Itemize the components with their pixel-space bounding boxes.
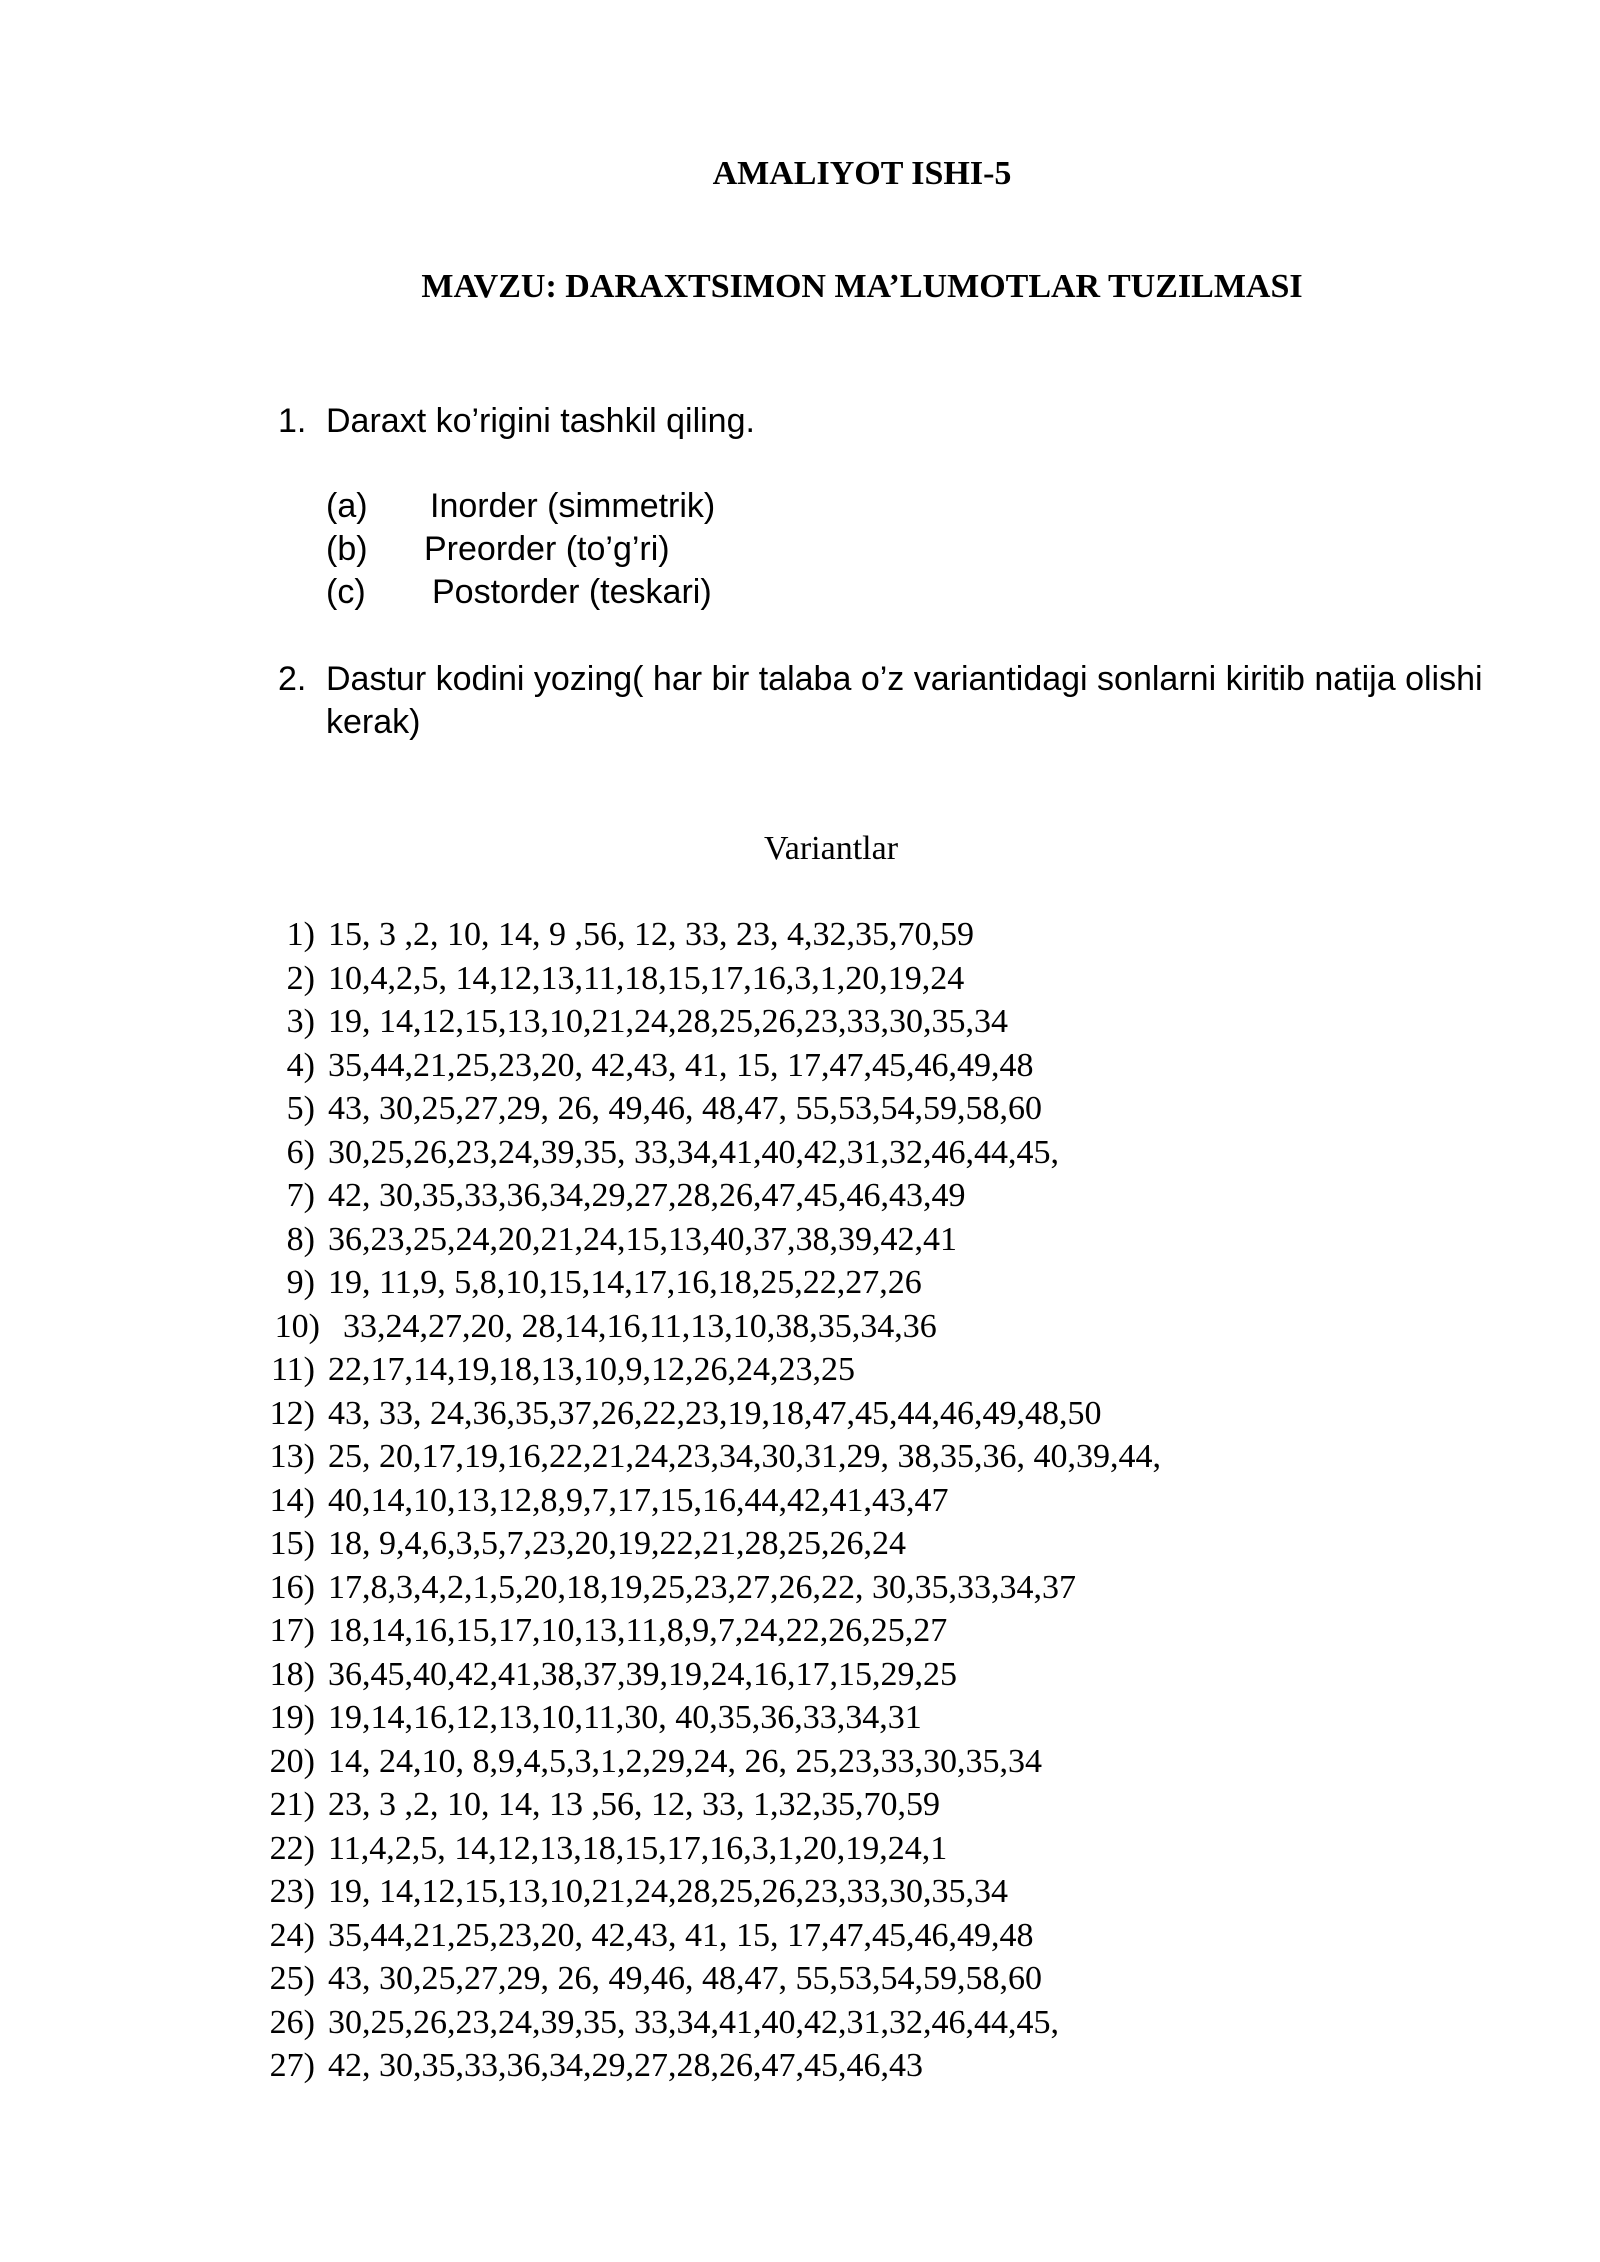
variant-number: 16) xyxy=(269,1568,315,1606)
variant-values: 36,45,40,42,41,38,37,39,19,24,16,17,15,29,25 xyxy=(328,1655,957,1693)
variant-values: 17,8,3,4,2,1,5,20,18,19,25,23,27,26,22, 30,35,33,34,37 xyxy=(328,1568,1076,1606)
variant-values: 18, 9,4,6,3,5,7,23,20,19,22,21,28,25,26,24 xyxy=(328,1525,906,1562)
variant-item xyxy=(0,1870,1600,1914)
variant-item xyxy=(0,1392,1600,1436)
variant-item xyxy=(0,1087,1600,1131)
variant-item xyxy=(0,1479,1600,1523)
variants-heading: Variantlar xyxy=(763,830,899,867)
variant-number: 26) xyxy=(269,2003,315,2041)
variant-values: 25, 20,17,19,16,22,21,24,23,34,30,31,29, 38,35,36, 40,39,44, xyxy=(328,1438,1161,1475)
variant-values: 43, 30,25,27,29, 26, 49,46, 48,47, 55,53,54,59,58,60 xyxy=(328,1960,1042,1997)
subitem-letter: (b) xyxy=(326,530,368,568)
variant-values: 30,25,26,23,24,39,35, 33,34,41,40,42,31,32,46,44,45, xyxy=(328,2003,1059,2041)
variant-item xyxy=(0,1783,1600,1827)
variants-list xyxy=(0,913,1600,2088)
variant-number: 14) xyxy=(269,1481,315,1519)
variant-number: 21) xyxy=(269,1786,315,1823)
variant-number: 20) xyxy=(269,1742,315,1780)
variant-number: 5) xyxy=(286,1090,315,1127)
subitem-label: Inorder (simmetrik) xyxy=(430,487,716,525)
variant-item xyxy=(0,1348,1600,1392)
variant-number: 27) xyxy=(269,2047,315,2084)
variant-item xyxy=(0,1609,1600,1653)
variant-item xyxy=(0,1435,1600,1479)
variant-number: 18) xyxy=(269,1655,315,1693)
variant-values: 35,44,21,25,23,20, 42,43, 41, 15, 17,47,45,46,49,48 xyxy=(328,1046,1034,1084)
variant-item xyxy=(0,1131,1600,1175)
variant-item xyxy=(0,1827,1600,1871)
variant-item xyxy=(0,957,1600,1001)
variant-number: 8) xyxy=(286,1220,315,1258)
variant-item xyxy=(0,1566,1600,1610)
variant-number: 11) xyxy=(270,1351,315,1388)
task-number: 1. xyxy=(278,402,307,440)
variant-number: 25) xyxy=(269,1960,315,1997)
variant-item xyxy=(0,2001,1600,2045)
variant-number: 17) xyxy=(269,1612,315,1649)
variant-number: 2) xyxy=(286,959,315,997)
variant-number: 23) xyxy=(269,1873,315,1910)
variant-values: 19, 11,9, 5,8,10,15,14,17,16,18,25,22,27,26 xyxy=(328,1264,922,1301)
variant-values: 10,4,2,5, 14,12,13,11,18,15,17,16,3,1,20,19,24 xyxy=(328,959,965,997)
variant-values: 19,14,16,12,13,10,11,30, 40,35,36,33,34,31 xyxy=(328,1699,922,1736)
variant-item xyxy=(0,1305,1600,1349)
variant-number: 13) xyxy=(269,1438,315,1475)
topic-heading: MAVZU: DARAXTSIMON MA’LUMOTLAR TUZILMASI xyxy=(421,268,1303,305)
variant-values: 23, 3 ,2, 10, 14, 13 ,56, 12, 33, 1,32,35,70,59 xyxy=(328,1786,940,1823)
variant-number: 22) xyxy=(269,1829,315,1867)
variant-values: 19, 14,12,15,13,10,21,24,28,25,26,23,33,30,35,34 xyxy=(328,1003,1008,1040)
variant-values: 43, 33, 24,36,35,37,26,22,23,19,18,47,45,44,46,49,48,50 xyxy=(328,1394,1102,1432)
variant-values: 40,14,10,13,12,8,9,7,17,15,16,44,42,41,43,47 xyxy=(328,1481,949,1519)
variant-values: 18,14,16,15,17,10,13,11,8,9,7,24,22,26,25,27 xyxy=(328,1612,948,1649)
page-title: AMALIYOT ISHI-5 xyxy=(712,155,1012,192)
variant-item xyxy=(0,1914,1600,1958)
variant-values: 11,4,2,5, 14,12,13,18,15,17,16,3,1,20,19,24,1 xyxy=(328,1829,948,1867)
variant-number: 15) xyxy=(269,1525,315,1562)
task-number: 2. xyxy=(278,660,307,698)
variant-item xyxy=(0,1522,1600,1566)
task-text: Daraxt ko’rigini tashkil qiling. xyxy=(326,402,755,440)
variant-item xyxy=(0,1044,1600,1088)
variant-values: 43, 30,25,27,29, 26, 49,46, 48,47, 55,53,54,59,58,60 xyxy=(328,1090,1042,1127)
variant-number: 3) xyxy=(286,1003,315,1040)
variant-number: 10) xyxy=(274,1307,320,1345)
subitem-letter: (a) xyxy=(326,487,368,525)
variant-values: 22,17,14,19,18,13,10,9,12,26,24,23,25 xyxy=(328,1351,855,1388)
subitem-letter: (c) xyxy=(326,573,366,611)
variant-values: 30,25,26,23,24,39,35, 33,34,41,40,42,31,32,46,44,45, xyxy=(328,1133,1059,1171)
variant-values: 35,44,21,25,23,20, 42,43, 41, 15, 17,47,45,46,49,48 xyxy=(328,1916,1034,1954)
variant-number: 12) xyxy=(269,1394,315,1432)
variant-item xyxy=(0,913,1600,957)
variant-number: 24) xyxy=(269,1916,315,1954)
variant-item xyxy=(0,1740,1600,1784)
variant-number: 4) xyxy=(286,1046,315,1084)
variant-item xyxy=(0,1957,1600,2001)
variant-values: 14, 24,10, 8,9,4,5,3,1,2,29,24, 26, 25,23,33,30,35,34 xyxy=(328,1742,1042,1780)
variant-item xyxy=(0,1696,1600,1740)
task-text: Dastur kodini yozing( har bir talaba o’z variantidagi sonlarni kiritib natija olishi kerak) xyxy=(326,660,1483,741)
variant-values: 42, 30,35,33,36,34,29,27,28,26,47,45,46,43 xyxy=(328,2047,923,2084)
variant-item xyxy=(0,2044,1600,2088)
variant-values: 42, 30,35,33,36,34,29,27,28,26,47,45,46,43,49 xyxy=(328,1177,966,1214)
variant-number: 19) xyxy=(269,1699,315,1736)
variant-item xyxy=(0,1000,1600,1044)
variant-item xyxy=(0,1261,1600,1305)
subitem-label: Postorder (teskari) xyxy=(432,573,712,611)
variant-item xyxy=(0,1218,1600,1262)
variant-number: 9) xyxy=(286,1264,315,1301)
variant-number: 1) xyxy=(286,916,315,953)
subitem-label: Preorder (to’g’ri) xyxy=(424,530,670,568)
variant-item xyxy=(0,1653,1600,1697)
variant-number: 7) xyxy=(286,1177,315,1214)
variant-values: 36,23,25,24,20,21,24,15,13,40,37,38,39,42,41 xyxy=(328,1220,957,1258)
variant-values: 15, 3 ,2, 10, 14, 9 ,56, 12, 33, 23, 4,32,35,70,59 xyxy=(328,916,974,953)
variant-number: 6) xyxy=(286,1133,315,1171)
variant-values: 33,24,27,20, 28,14,16,11,13,10,38,35,34,36 xyxy=(343,1307,937,1345)
variant-item xyxy=(0,1174,1600,1218)
variant-values: 19, 14,12,15,13,10,21,24,28,25,26,23,33,30,35,34 xyxy=(328,1873,1008,1910)
